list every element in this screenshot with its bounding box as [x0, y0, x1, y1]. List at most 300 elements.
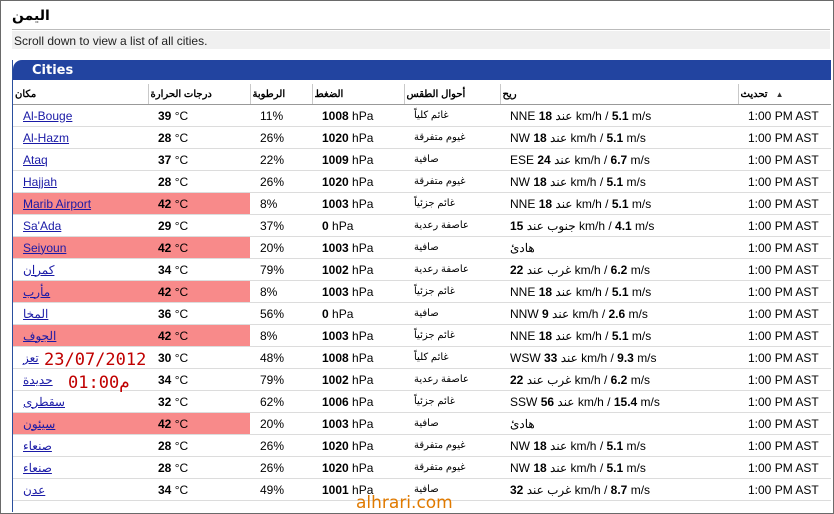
pressure-value: 1020 — [322, 174, 349, 189]
overlay-date: 23/07/2012 — [44, 350, 147, 370]
cities-panel-title: Cities — [32, 63, 74, 78]
pressure-unit: hPa — [352, 372, 374, 387]
cell-temperature — [148, 479, 250, 501]
wind-speed-ms: 6.7 — [610, 152, 628, 167]
cell-conditions: غائم كلياً — [404, 105, 500, 127]
cell-place — [13, 259, 148, 281]
table-row — [13, 171, 831, 193]
cell-conditions: غيوم متفرقة — [404, 171, 500, 193]
wind-speed-ms: 5.1 — [606, 438, 624, 453]
column-header-pressure[interactable]: الضغط — [312, 84, 404, 105]
cell-update-time: 1:00 PM AST — [738, 193, 831, 215]
temperature-unit: °C — [174, 372, 189, 387]
temperature-value: 30 — [158, 350, 172, 365]
cell-temperature — [148, 259, 250, 281]
pressure-value: 1020 — [322, 130, 349, 145]
temperature-unit: °C — [174, 306, 189, 321]
wind-speed-ms: 5.1 — [606, 174, 624, 189]
cell-update-time: 1:00 PM AST — [738, 369, 831, 391]
wind-unit: m/s — [626, 460, 646, 475]
column-header-place[interactable]: مكان — [13, 84, 148, 105]
cell-conditions: عاصفة رعدية — [404, 215, 500, 237]
wind-speed: 9 — [542, 306, 549, 321]
cell-update-time: 1:00 PM AST — [738, 281, 831, 303]
wind-unit: m/s — [626, 438, 646, 453]
wind-speed: 18 — [538, 284, 553, 299]
table-row — [13, 237, 831, 259]
cell-temperature — [148, 391, 250, 413]
cell-wind — [500, 193, 738, 215]
cell-conditions: صافية — [404, 413, 500, 435]
cell-update-time: 1:00 PM AST — [738, 237, 831, 259]
temperature-value: 37 — [158, 152, 172, 167]
wind-direction: NW — [510, 438, 530, 453]
temperature-unit: °C — [174, 174, 189, 189]
pressure-unit: hPa — [352, 328, 374, 343]
temperature-value: 28 — [158, 438, 172, 453]
cell-place — [13, 303, 148, 325]
cell-humidity: 8% — [250, 281, 312, 303]
wind-speed: 56 — [540, 394, 555, 409]
temperature-value: 42 — [158, 416, 172, 431]
cell-temperature — [148, 171, 250, 193]
wind-unit: m/s — [631, 196, 652, 211]
temperature-unit: °C — [174, 416, 189, 431]
cell-conditions: صافية — [404, 149, 500, 171]
temperature-value: 42 — [158, 240, 172, 255]
wind-speed-ms: 5.1 — [611, 284, 629, 299]
city-link[interactable]: Sa'Ada — [23, 218, 62, 233]
temperature-unit: °C — [174, 130, 189, 145]
wind-unit: m/s — [635, 218, 655, 233]
wind-speed-text: عند km/h / — [560, 350, 614, 365]
cell-update-time: 1:00 PM AST — [738, 171, 831, 193]
table-row — [13, 215, 831, 237]
cell-update-time: 1:00 PM AST — [738, 105, 831, 127]
wind-direction: NNE — [510, 196, 536, 211]
wind-unit: m/s — [628, 306, 648, 321]
wind-speed-ms: 2.6 — [608, 306, 626, 321]
cell-pressure — [312, 369, 404, 391]
table-row — [13, 259, 831, 281]
wind-unit: m/s — [630, 262, 651, 277]
city-link[interactable]: Al-Bouge — [23, 108, 73, 123]
cell-place — [13, 237, 148, 259]
wind-speed-text: عند km/h / — [552, 306, 606, 321]
cell-pressure — [312, 193, 404, 215]
cell-conditions: عاصفة رعدية — [404, 259, 500, 281]
temperature-value: 36 — [158, 306, 172, 321]
cell-place — [13, 457, 148, 479]
cell-wind — [500, 215, 738, 237]
page-title: اليمن — [12, 8, 50, 24]
table-row — [13, 303, 831, 325]
table-row — [13, 369, 831, 391]
table-row — [13, 149, 831, 171]
wind-speed-text: عند km/h / — [550, 460, 604, 475]
wind-speed-text: عند km/h / — [550, 130, 604, 145]
cell-wind — [500, 281, 738, 303]
cell-update-time: 1:00 PM AST — [738, 127, 831, 149]
pressure-value: 1003 — [322, 284, 349, 299]
column-header-temperature[interactable]: درجات الحرارة — [148, 84, 250, 105]
city-link[interactable]: Seiyoun — [23, 240, 67, 255]
wind-direction: NNW — [510, 306, 539, 321]
cell-wind — [500, 105, 738, 127]
cell-pressure — [312, 347, 404, 369]
cell-update-time: 1:00 PM AST — [738, 479, 831, 501]
cell-place — [13, 435, 148, 457]
table-row — [13, 127, 831, 149]
table-row — [13, 325, 831, 347]
wind-speed-text: جنوب عند km/h / — [526, 218, 612, 233]
wind-speed-text: عند km/h / — [554, 152, 608, 167]
pressure-unit: hPa — [332, 218, 354, 233]
city-link[interactable]: مأرب — [23, 284, 51, 299]
pressure-unit: hPa — [352, 262, 374, 277]
wind-unit: m/s — [631, 108, 652, 123]
table-row — [13, 105, 831, 127]
temperature-unit: °C — [174, 438, 189, 453]
city-link[interactable]: صنعاء — [23, 460, 52, 475]
wind-speed-text: عند km/h / — [555, 108, 609, 123]
cell-place — [13, 171, 148, 193]
pressure-unit: hPa — [352, 130, 374, 145]
pressure-value: 1002 — [322, 262, 349, 277]
cell-conditions: غيوم متفرقة — [404, 127, 500, 149]
cell-update-time: 1:00 PM AST — [738, 303, 831, 325]
title-divider — [12, 29, 830, 30]
wind-unit: m/s — [631, 284, 652, 299]
cell-humidity: 56% — [250, 303, 312, 325]
table-header-row — [13, 84, 831, 105]
pressure-unit: hPa — [352, 152, 374, 167]
wind-direction: NW — [510, 130, 530, 145]
temperature-unit: °C — [174, 460, 189, 475]
cities-panel-header — [13, 60, 831, 80]
overlay-site-watermark: alhrari.com — [356, 493, 453, 513]
wind-speed-ms: 5.1 — [606, 130, 624, 145]
cell-place — [13, 325, 148, 347]
cell-conditions: صافية — [404, 237, 500, 259]
pressure-value: 1009 — [322, 152, 349, 167]
cell-temperature — [148, 435, 250, 457]
cell-conditions: غائم جزئياً — [404, 281, 500, 303]
temperature-value: 28 — [158, 174, 172, 189]
cell-conditions: غائم كلياً — [404, 347, 500, 369]
pressure-unit: hPa — [352, 416, 374, 431]
pressure-unit: hPa — [352, 394, 374, 409]
cell-humidity: 26% — [250, 457, 312, 479]
cell-place — [13, 479, 148, 501]
pressure-value: 1001 — [322, 482, 349, 497]
wind-speed-text: عند km/h / — [550, 174, 604, 189]
city-link[interactable]: حديدة — [23, 372, 53, 387]
cities-table — [13, 84, 831, 501]
cell-temperature — [148, 325, 250, 347]
column-header-wind[interactable]: ريح — [500, 84, 738, 105]
pressure-unit: hPa — [352, 174, 374, 189]
cell-conditions: غائم جزئياً — [404, 325, 500, 347]
cell-conditions: صافية — [404, 479, 500, 501]
temperature-value: 28 — [158, 460, 172, 475]
cell-place — [13, 215, 148, 237]
temperature-value: 28 — [158, 130, 172, 145]
wind-speed: 33 — [544, 350, 558, 365]
cell-pressure — [312, 303, 404, 325]
temperature-unit: °C — [174, 482, 189, 497]
wind-speed: 18 — [533, 130, 547, 145]
pressure-value: 1002 — [322, 372, 349, 387]
cell-temperature — [148, 413, 250, 435]
cell-wind — [500, 303, 738, 325]
cell-place — [13, 281, 148, 303]
cell-temperature — [148, 303, 250, 325]
temperature-value: 42 — [158, 284, 172, 299]
pressure-unit: hPa — [352, 438, 374, 453]
wind-speed-ms: 6.2 — [610, 372, 628, 387]
cell-temperature — [148, 215, 250, 237]
cell-conditions: عاصفة رعدية — [404, 369, 500, 391]
cell-temperature — [148, 105, 250, 127]
column-header-update-label: تحديث — [740, 88, 768, 100]
temperature-value: 42 — [158, 328, 172, 343]
wind-speed-ms: 5.1 — [606, 460, 624, 475]
pressure-unit: hPa — [352, 196, 374, 211]
cell-humidity: 8% — [250, 325, 312, 347]
temperature-unit: °C — [174, 262, 189, 277]
cell-conditions: غائم جزئياً — [404, 391, 500, 413]
temperature-unit: °C — [174, 328, 189, 343]
cell-humidity: 8% — [250, 193, 312, 215]
wind-speed-ms: 9.3 — [617, 350, 634, 365]
cell-humidity: 49% — [250, 479, 312, 501]
cell-pressure — [312, 171, 404, 193]
wind-speed-ms: 8.7 — [610, 482, 628, 497]
temperature-value: 34 — [158, 262, 172, 277]
table-row — [13, 193, 831, 215]
temperature-unit: °C — [174, 284, 189, 299]
cell-wind — [500, 171, 738, 193]
city-link[interactable]: سيئون — [23, 416, 56, 431]
sort-ascending-icon: ▲ — [775, 89, 784, 99]
cell-temperature — [148, 193, 250, 215]
temperature-value: 32 — [158, 394, 172, 409]
pressure-value: 1003 — [322, 416, 349, 431]
cell-humidity: 79% — [250, 259, 312, 281]
wind-speed: 18 — [533, 174, 547, 189]
wind-speed: 18 — [538, 328, 553, 343]
city-link[interactable]: كمران — [23, 262, 55, 277]
cell-wind — [500, 479, 738, 501]
cell-conditions: غيوم متفرقة — [404, 435, 500, 457]
city-link[interactable]: Marib Airport — [23, 196, 92, 211]
temperature-value: 34 — [158, 482, 172, 497]
table-row — [13, 435, 831, 457]
table-row — [13, 391, 831, 413]
cell-update-time: 1:00 PM AST — [738, 259, 831, 281]
wind-direction: NNE — [510, 108, 536, 123]
cell-conditions: غائم جزئياً — [404, 193, 500, 215]
wind-speed-text: هادئ — [510, 240, 535, 255]
temperature-unit: °C — [174, 196, 189, 211]
cell-update-time: 1:00 PM AST — [738, 325, 831, 347]
cell-pressure — [312, 457, 404, 479]
wind-unit: m/s — [640, 394, 660, 409]
wind-speed-text: عند km/h / — [555, 284, 609, 299]
wind-unit: m/s — [630, 372, 651, 387]
cell-pressure — [312, 215, 404, 237]
table-row — [13, 281, 831, 303]
cell-humidity: 79% — [250, 369, 312, 391]
wind-direction: ESE — [510, 152, 535, 167]
cell-update-time: 1:00 PM AST — [738, 457, 831, 479]
table-row — [13, 413, 831, 435]
cell-pressure — [312, 281, 404, 303]
pressure-value: 1020 — [322, 438, 349, 453]
cell-temperature — [148, 347, 250, 369]
cell-wind — [500, 369, 738, 391]
cell-update-time: 1:00 PM AST — [738, 413, 831, 435]
cell-temperature — [148, 369, 250, 391]
pressure-value: 1008 — [322, 108, 349, 123]
cell-humidity: 20% — [250, 237, 312, 259]
wind-direction: NNE — [510, 328, 536, 343]
cell-update-time: 1:00 PM AST — [738, 435, 831, 457]
cell-pressure — [312, 237, 404, 259]
wind-direction: NNE — [510, 284, 536, 299]
cell-pressure — [312, 391, 404, 413]
city-link[interactable]: Ataq — [23, 152, 48, 167]
wind-speed-text: عند km/h / — [550, 438, 604, 453]
cell-humidity: 48% — [250, 347, 312, 369]
cell-temperature — [148, 281, 250, 303]
wind-unit: m/s — [631, 328, 652, 343]
cell-wind — [500, 391, 738, 413]
temperature-value: 42 — [158, 196, 172, 211]
city-link[interactable]: سقطرى — [23, 394, 65, 409]
wind-speed: 22 — [510, 372, 524, 387]
cell-humidity: 22% — [250, 149, 312, 171]
cell-update-time: 1:00 PM AST — [738, 149, 831, 171]
wind-speed-text: غرب عند km/h / — [526, 372, 608, 387]
city-link[interactable]: صنعاء — [23, 438, 52, 453]
wind-speed: 24 — [537, 152, 551, 167]
wind-speed-ms: 15.4 — [613, 394, 638, 409]
wind-speed: 18 — [538, 196, 553, 211]
temperature-unit: °C — [174, 108, 189, 123]
cell-temperature — [148, 457, 250, 479]
temperature-value: 39 — [158, 108, 172, 123]
wind-speed-text: عند km/h / — [557, 394, 611, 409]
temperature-unit: °C — [174, 350, 189, 365]
wind-speed-text: عند km/h / — [555, 328, 609, 343]
cell-humidity: 26% — [250, 435, 312, 457]
wind-unit: m/s — [630, 482, 651, 497]
cell-place — [13, 127, 148, 149]
cell-place — [13, 149, 148, 171]
cell-humidity: 26% — [250, 127, 312, 149]
city-link[interactable]: Al-Hazm — [23, 130, 70, 145]
cell-pressure — [312, 435, 404, 457]
cell-wind — [500, 413, 738, 435]
pressure-unit: hPa — [332, 306, 354, 321]
wind-direction: NW — [510, 174, 530, 189]
pressure-value: 0 — [322, 218, 329, 233]
cell-pressure — [312, 259, 404, 281]
wind-direction: SSW — [510, 394, 538, 409]
page-subtitle: Scroll down to view a list of all cities. — [14, 34, 208, 48]
cell-humidity: 62% — [250, 391, 312, 413]
wind-speed-ms: 5.1 — [611, 108, 629, 123]
wind-unit: m/s — [630, 152, 650, 167]
wind-speed: 22 — [510, 262, 524, 277]
cell-pressure — [312, 127, 404, 149]
cell-humidity: 26% — [250, 171, 312, 193]
cell-wind — [500, 149, 738, 171]
cell-wind — [500, 259, 738, 281]
cell-update-time: 1:00 PM AST — [738, 215, 831, 237]
city-link[interactable]: تعز — [23, 350, 39, 365]
cell-pressure — [312, 149, 404, 171]
column-header-conditions[interactable]: أحوال الطقس — [404, 84, 500, 105]
cell-humidity: 20% — [250, 413, 312, 435]
pressure-unit: hPa — [352, 240, 374, 255]
cell-wind — [500, 457, 738, 479]
pressure-unit: hPa — [352, 350, 374, 365]
wind-speed: 15 — [510, 218, 524, 233]
city-link[interactable]: عدن — [23, 482, 46, 497]
pressure-value: 0 — [322, 306, 329, 321]
temperature-unit: °C — [174, 394, 189, 409]
temperature-unit: °C — [174, 152, 189, 167]
cell-wind — [500, 127, 738, 149]
column-header-humidity[interactable]: الرطوبة — [250, 84, 312, 105]
pressure-value: 1020 — [322, 460, 349, 475]
cell-update-time: 1:00 PM AST — [738, 347, 831, 369]
wind-unit: m/s — [626, 174, 646, 189]
cell-humidity: 37% — [250, 215, 312, 237]
city-link[interactable]: الجوف — [23, 328, 57, 343]
wind-speed-ms: 5.1 — [611, 328, 629, 343]
wind-speed-text: عند km/h / — [555, 196, 609, 211]
cell-wind — [500, 347, 738, 369]
city-link[interactable]: Hajjah — [23, 174, 58, 189]
wind-direction: NW — [510, 460, 530, 475]
wind-direction: WSW — [510, 350, 541, 365]
cell-temperature — [148, 127, 250, 149]
wind-speed-ms: 6.2 — [610, 262, 628, 277]
wind-speed-ms: 4.1 — [615, 218, 632, 233]
wind-unit: m/s — [626, 130, 646, 145]
wind-speed: 18 — [533, 438, 547, 453]
pressure-unit: hPa — [352, 108, 374, 123]
wind-speed-text: غرب عند km/h / — [526, 482, 608, 497]
pressure-value: 1006 — [322, 394, 349, 409]
cell-wind — [500, 325, 738, 347]
cell-temperature — [148, 149, 250, 171]
cell-place — [13, 105, 148, 127]
temperature-value: 29 — [158, 218, 172, 233]
city-link[interactable]: المخا — [23, 306, 49, 321]
cell-place — [13, 391, 148, 413]
cell-humidity: 11% — [250, 105, 312, 127]
column-header-update[interactable] — [738, 84, 831, 105]
cell-conditions: غيوم متفرقة — [404, 457, 500, 479]
cell-pressure — [312, 105, 404, 127]
pressure-unit: hPa — [352, 482, 374, 497]
cell-place — [13, 193, 148, 215]
